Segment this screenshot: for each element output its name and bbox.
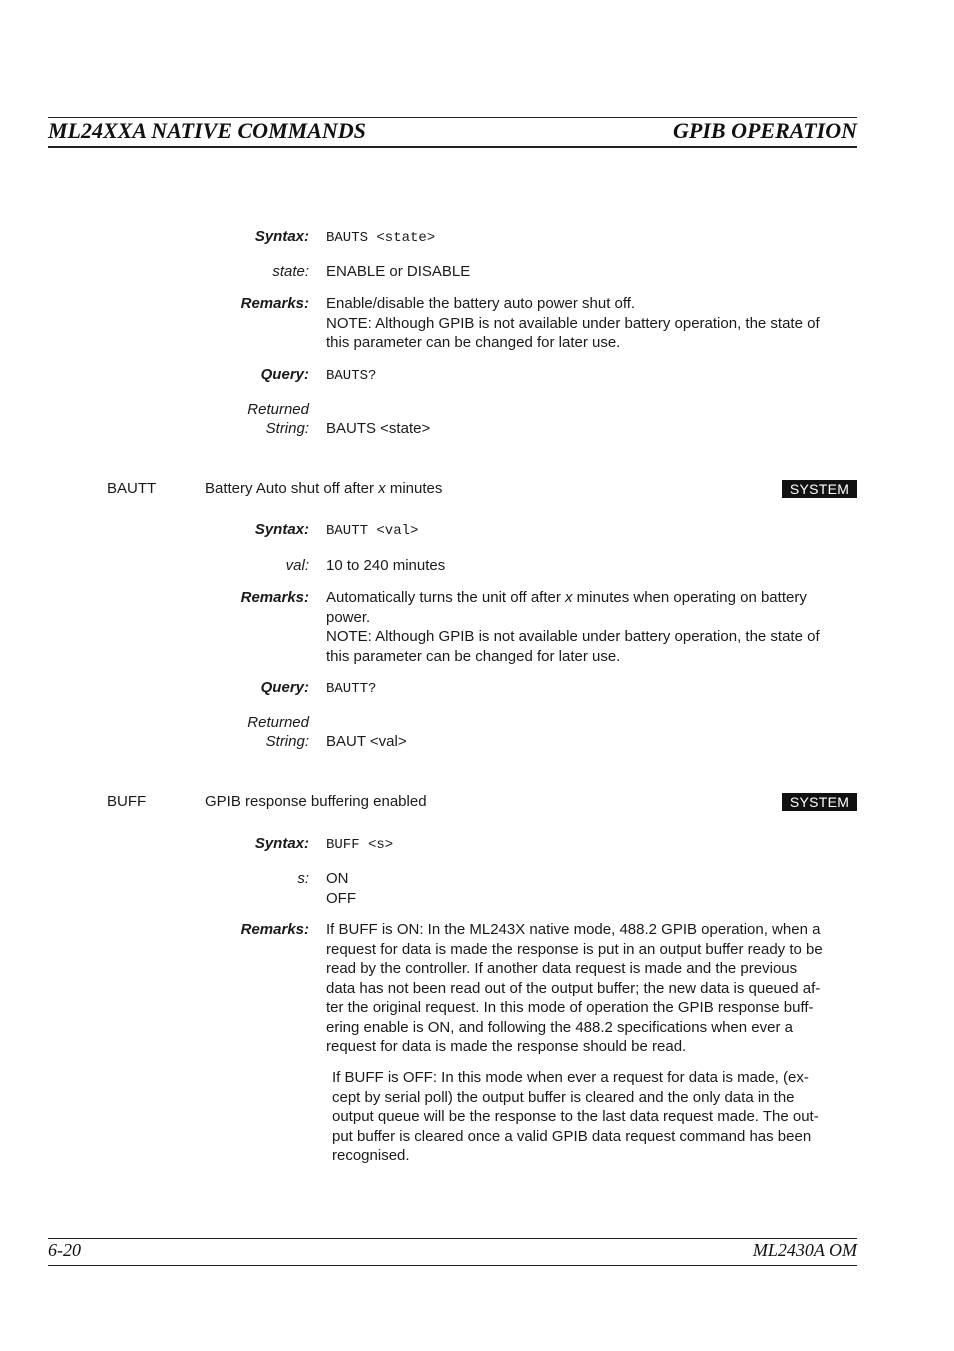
buff-off-paragraph: [332, 1068, 858, 1166]
bautt-syntax-label: Syntax:: [254, 521, 309, 538]
buff-description: GPIB response buffering enabled: [205, 793, 427, 810]
header-bottom-rule: [48, 146, 857, 148]
buff-command: BUFF: [107, 793, 147, 810]
bauts-param: ENABLE or DISABLE: [326, 263, 471, 280]
bautt-returned-label: Returned: [247, 714, 309, 731]
buff-system-badge: SYSTEM: [782, 793, 857, 811]
bauts-syntax: BAUTS <state>: [326, 230, 436, 246]
bautt-remarks-line: NOTE: Although GPIB is not available under battery operation, the state of: [326, 628, 820, 645]
bautt-returned: BAUT <val>: [326, 733, 407, 750]
section-title: ML24XXA NATIVE COMMANDS: [48, 118, 366, 143]
bautt-remarks-label: Remarks:: [240, 589, 309, 606]
buff-syntax-label: Syntax:: [254, 835, 309, 852]
bauts-remarks-line: Enable/disable the battery auto power shut off.: [326, 295, 636, 312]
bauts-returned-label: Returned: [247, 401, 309, 418]
buff-remarks-line: ering enable is ON, and following the 488.2 specifications when ever a: [326, 1018, 793, 1036]
buff-remarks-label: Remarks:: [240, 921, 309, 938]
bauts-query-label: Query:: [260, 366, 309, 383]
buff-remarks-line: data has not been read out of the output buffer; the new data is queued af-: [326, 979, 821, 997]
bautt-syntax: BAUTT <val>: [326, 523, 419, 539]
buff-syntax: BUFF <s>: [326, 837, 394, 853]
buff-remarks-line: read by the controller. If another data request is made and the previous: [326, 960, 798, 977]
bauts-query: BAUTS?: [326, 368, 377, 384]
chapter-title: GPIB OPERATION: [673, 118, 857, 143]
bautt-remarks-line: power.: [326, 608, 371, 626]
buff-param: [326, 869, 858, 908]
buff-off-line: If BUFF is OFF: In this mode when ever a request for data is made, (ex-: [332, 1069, 809, 1086]
bautt-description: Battery Auto shut off after x minutes: [205, 480, 443, 497]
footer-bottom-rule: [48, 1265, 857, 1266]
buff-remarks-line: If BUFF is ON: In the ML243X native mode, 488.2 GPIB operation, when a: [326, 921, 821, 938]
bauts-remarks-label: Remarks:: [240, 295, 309, 312]
bautt-remarks: [326, 588, 858, 666]
bauts-syntax-label: Syntax:: [254, 228, 309, 245]
buff-remarks-line: ter the original request. In this mode of operation the GPIB response buff-: [326, 999, 814, 1016]
buff-off-line: put buffer is cleared once a valid GPIB data request command has been: [332, 1127, 812, 1145]
bauts-remarks-line: this parameter can be changed for later use.: [326, 334, 621, 351]
buff-off-line: output queue will be the response to the last data request made. The out-: [332, 1108, 819, 1125]
buff-remarks-line: request for data is made the response should be read.: [326, 1038, 687, 1055]
buff-remarks: [326, 920, 858, 1057]
buff-off-line: cept by serial poll) the output buffer is cleared and the only data in the: [332, 1088, 795, 1106]
bautt-param: 10 to 240 minutes: [326, 557, 446, 574]
bautt-system-badge: SYSTEM: [782, 480, 857, 498]
bautt-command: BAUTT: [107, 480, 157, 497]
bauts-param-label: state:: [272, 263, 309, 280]
bauts-string-label: String:: [265, 420, 309, 437]
buff-remarks-line: request for data is made the response is put in an output buffer ready to be: [326, 940, 823, 958]
bautt-remarks-line: Automatically turns the unit off after x minutes when operating on battery: [326, 589, 807, 606]
bauts-returned: BAUTS <state>: [326, 420, 431, 437]
bautt-string-label: String:: [265, 733, 309, 750]
bauts-remarks-line: NOTE: Although GPIB is not available under battery operation, the state of: [326, 314, 820, 332]
document-name: ML2430A OM: [752, 1240, 857, 1260]
bautt-param-label: val:: [285, 557, 309, 574]
buff-param-label: s:: [297, 870, 309, 887]
page-number: 6-20: [48, 1240, 81, 1260]
buff-param-on: ON: [326, 870, 349, 887]
bauts-remarks: [326, 294, 858, 353]
buff-off-line: recognised.: [332, 1147, 410, 1164]
footer-top-rule: [48, 1238, 857, 1239]
bautt-remarks-line: this parameter can be changed for later use.: [326, 647, 621, 665]
bautt-query-label: Query:: [260, 679, 309, 696]
buff-param-off: OFF: [326, 889, 356, 907]
bautt-query: BAUTT?: [326, 681, 377, 697]
